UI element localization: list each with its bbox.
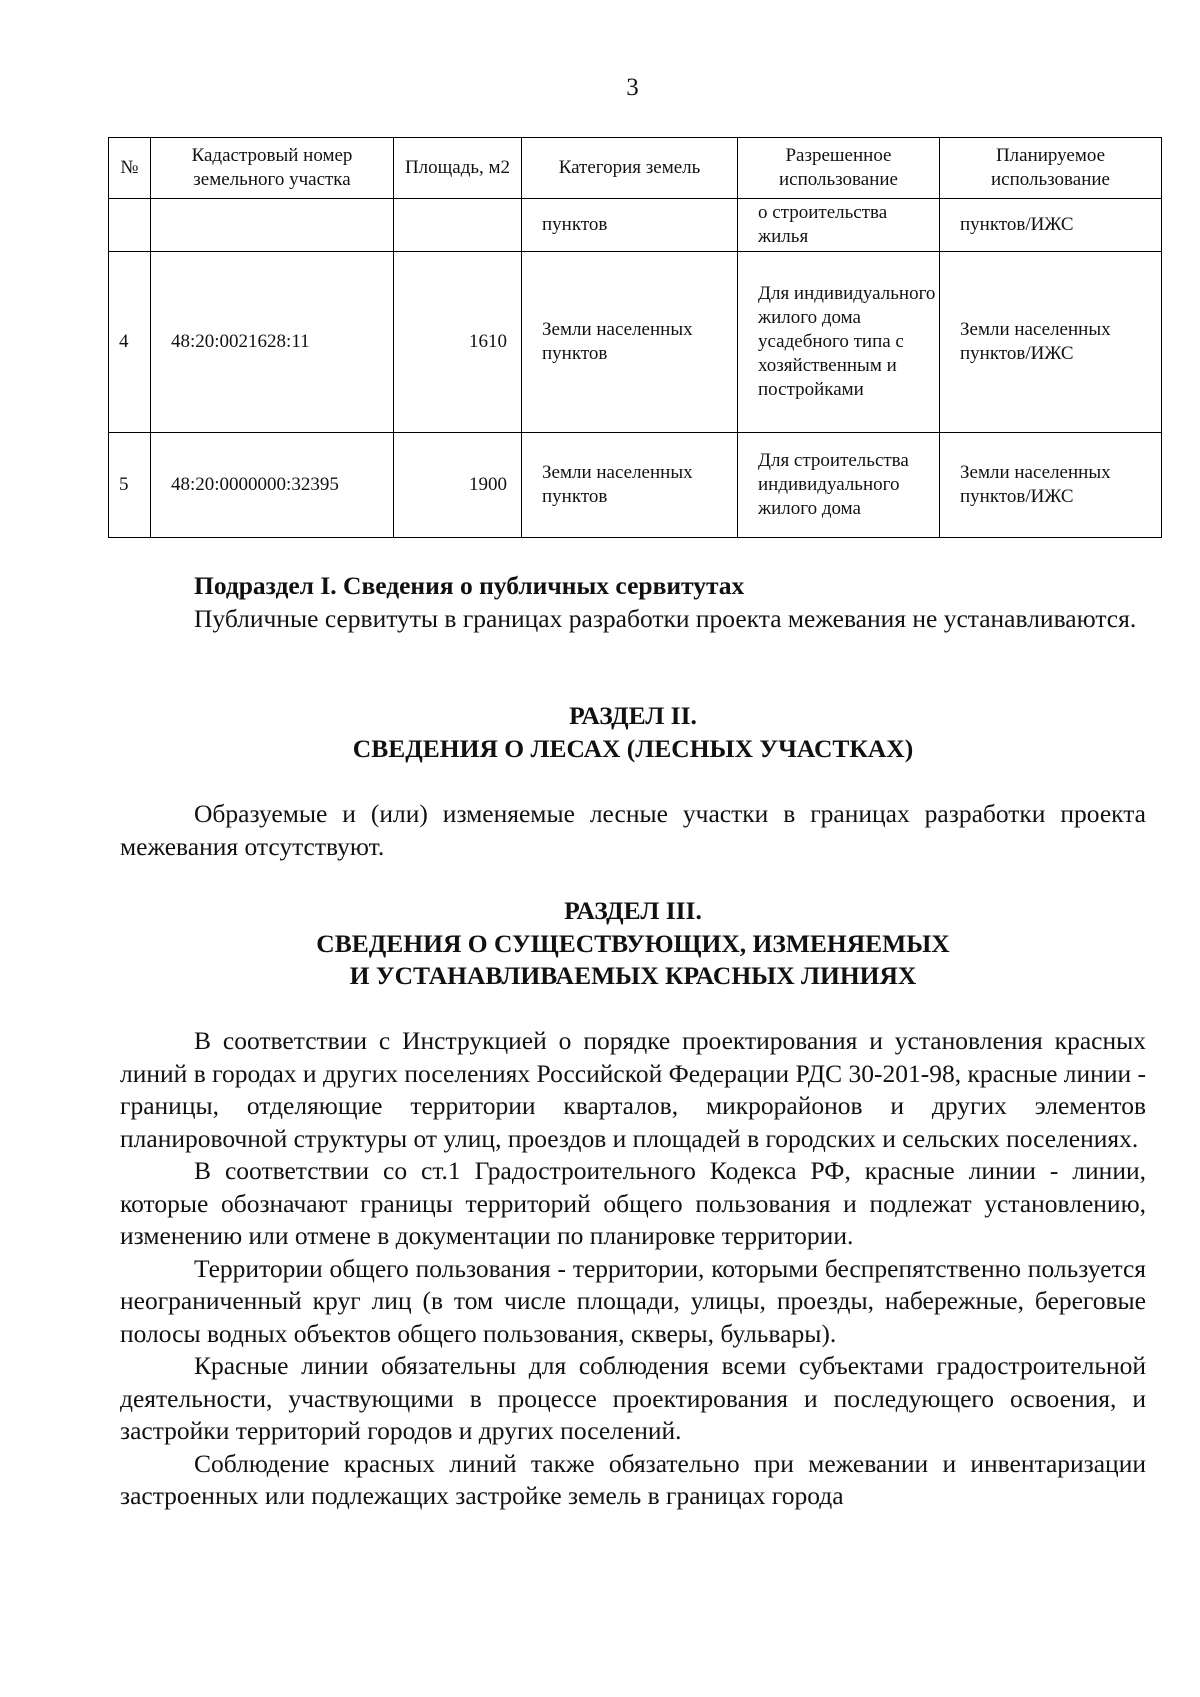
cell-category: Земли населенных пунктов: [522, 433, 738, 538]
paragraph: Территории общего пользования - территории, которыми беспрепятственно пользуется неограниченный круг лиц (в том числе площади, улицы, проезды, набережные, береговые полосы водных объектов общего пользования, скверы, бульвары).: [120, 1253, 1146, 1348]
section-2-text: Образуемые и (или) изменяемые лесные участки в границах разработки проекта межевания отсутствуют.: [120, 799, 1146, 861]
paragraph: В соответствии со ст.1 Градостроительного Кодекса РФ, красные линии - линии, которые обозначают границы территорий общего пользования и подлежат установлению, изменению или отмене в документации по планировке территории.: [120, 1156, 1146, 1250]
subsection-text: Публичные сервитуты в границах разработки проекта межевания не устанавливаются.: [194, 603, 1137, 633]
subsection-title: Подраздел I. Сведения о публичных сервитутах: [194, 571, 745, 600]
cell-permitted: Для строительства индивидуального жилого дома: [738, 433, 940, 538]
subsection-public-easements: [120, 570, 1146, 635]
table-header-row: [109, 138, 1162, 199]
paragraph: Красные линии обязательны для соблюдения всеми субъектами градостроительной деятельности, участвующими в процессе проектирования и последующего освоения, и застройки территорий городов и других поселений.: [120, 1351, 1146, 1445]
cell-num: 5: [109, 433, 151, 538]
cell-cadastral: 48:20:0021628:11: [151, 252, 394, 433]
cell-planned: Земли населенных пунктов/ИЖС: [940, 433, 1162, 538]
table-row: [109, 199, 1162, 252]
section-3-number: РАЗДЕЛ III.: [564, 896, 702, 925]
section-2-body: [120, 798, 1146, 863]
header-area: Площадь, м2: [394, 138, 522, 199]
header-num: №: [109, 138, 151, 199]
cell-num: 4: [109, 252, 151, 433]
cell-num: [109, 199, 151, 252]
page-number: 3: [626, 74, 639, 101]
section-3-title-line-1: СВЕДЕНИЯ О СУЩЕСТВУЮЩИХ, ИЗМЕНЯЕМЫХ: [316, 928, 950, 958]
table-row: [109, 252, 1162, 433]
cell-area: [394, 199, 522, 252]
cell-category: Земли населенных пунктов: [522, 252, 738, 433]
table-row: [109, 433, 1162, 538]
cell-category: пунктов: [522, 199, 738, 252]
header-category: Категория земель: [522, 138, 738, 199]
cell-permitted: о строительства жилья: [738, 199, 940, 252]
cell-cadastral: 48:20:0000000:32395: [151, 433, 394, 538]
cell-area: 1610: [394, 252, 522, 433]
header-planned: Планируемое использование: [940, 138, 1162, 199]
cell-planned: пунктов/ИЖС: [940, 199, 1162, 252]
land-plots-table: [108, 137, 1162, 538]
section-2-title: СВЕДЕНИЯ О ЛЕСАХ (ЛЕСНЫХ УЧАСТКАХ): [352, 733, 914, 763]
paragraph: Соблюдение красных линий также обязательно при межевании и инвентаризации застроенных или подлежащих застройке земель в границах города: [120, 1448, 1146, 1510]
cell-cadastral: [151, 199, 394, 252]
header-cadastral: Кадастровый номер земельного участка: [151, 138, 394, 199]
section-2-heading: [120, 700, 1146, 765]
header-permitted: Разрешенное использование: [738, 138, 940, 199]
section-3-title-line-2: И УСТАНАВЛИВАЕМЫХ КРАСНЫХ ЛИНИЯХ: [349, 961, 917, 990]
section-2-number: РАЗДЕЛ II.: [569, 701, 697, 730]
section-3-heading: [120, 895, 1146, 993]
cell-permitted: Для индивидуального жилого дома усадебного типа с хозяйственным и постройками: [738, 252, 940, 433]
cell-planned: Земли населенных пунктов/ИЖС: [940, 252, 1162, 433]
section-3-body: [120, 1025, 1146, 1513]
paragraph: В соответствии с Инструкцией о порядке проектирования и установления красных линий в городах и других поселениях Российской Федерации РДС 30-201-98, красные линии - границы, отделяющие территории кварталов, микрорайонов и других элементов планировочной структуры от улиц, проездов и площадей в городских и сельских поселениях.: [120, 1026, 1146, 1153]
cell-area: 1900: [394, 433, 522, 538]
